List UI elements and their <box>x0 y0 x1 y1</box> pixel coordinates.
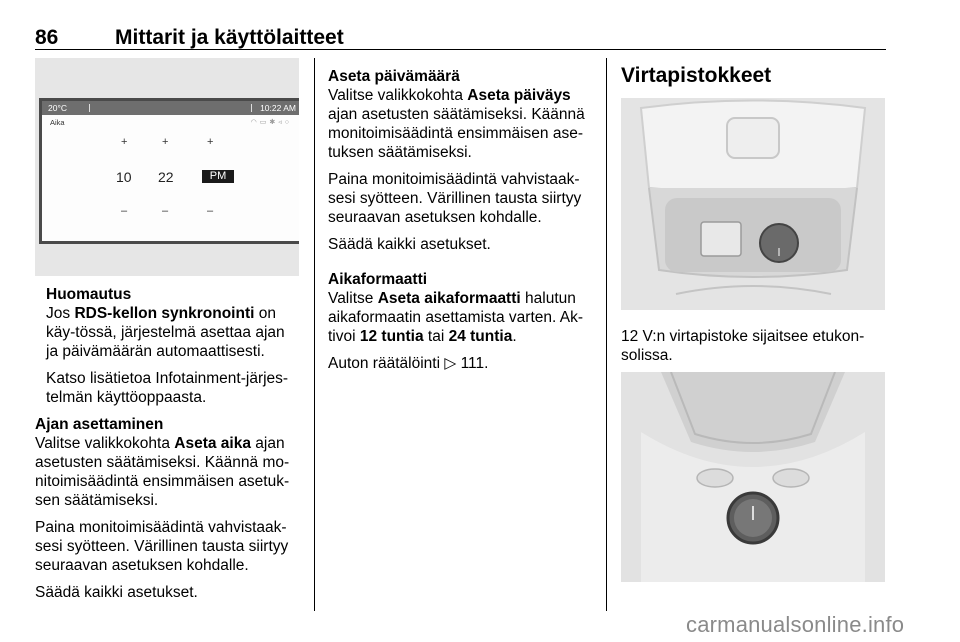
clock-readout: 10:22 AM <box>260 103 296 113</box>
mute-icon: ◃ <box>278 119 285 126</box>
section-title: Aikaformaatti <box>328 271 428 288</box>
text: Auton räätälöinti <box>328 355 445 372</box>
column-divider-2 <box>606 58 607 611</box>
status-separator <box>251 104 252 112</box>
option-term: 12 tuntia <box>359 328 424 345</box>
caption: 12 V:n virtapistoke sijaitsee etukon-solissa. <box>621 328 865 364</box>
minute-decrease-button: – <box>162 205 169 217</box>
text: tai <box>423 328 449 345</box>
left-column <box>35 285 301 610</box>
text: Valitse valikkokohta <box>328 87 468 104</box>
text: . <box>512 328 517 345</box>
status-bar <box>42 101 299 115</box>
hour-increase-button: + <box>121 136 128 148</box>
text: ajan asetusten säätämiseksi. Käännä mo-nitoimisäädintä ensimmäisen asetuk-sen säätämiseksi. <box>35 435 290 509</box>
status-icons <box>251 118 292 126</box>
text: Jos <box>46 305 75 322</box>
watermark: carmanualsonline.info <box>686 612 905 637</box>
ampm-decrease-button: – <box>207 205 214 217</box>
note-paragraph: Katso lisätietoa Infotainment-järjes-telmän käyttöoppaasta. <box>46 370 289 406</box>
paragraph <box>35 434 301 510</box>
console-drawing <box>621 98 885 310</box>
ampm-value: PM <box>202 170 234 183</box>
section-title: Aseta päivämäärä <box>328 68 460 85</box>
menu-term: Aseta aikaformaatti <box>377 290 521 307</box>
hour-decrease-button: – <box>121 205 128 217</box>
power-socket-icon <box>760 224 798 262</box>
page-reference[interactable]: 111. <box>460 355 489 372</box>
menu-label: Aika <box>50 118 65 127</box>
settings-icon: ○ <box>284 119 292 126</box>
menu-term: Aseta aika <box>174 435 251 452</box>
text: halutun aikaformaatin asettamista varten. Ak-tivoi <box>328 290 584 345</box>
closeup-drawing <box>621 372 885 582</box>
option-term: 24 tuntia <box>448 328 513 345</box>
minute-increase-button: + <box>162 136 169 148</box>
paragraph <box>328 86 592 162</box>
section-heading: Virtapistokkeet <box>621 64 772 87</box>
text: ajan asetusten säätämiseksi. Käännä monitoimisäädintä ensimmäisen ase-tuksen säätämiseksi. <box>328 106 585 161</box>
paragraph: Paina monitoimisäädintä vahvistaak-sesi syötteen. Värillinen tausta siirtyy seuraavan asetuksen kohdalle. <box>35 519 289 574</box>
page-number: 86 <box>35 26 59 49</box>
note-title: Huomautus <box>46 286 132 303</box>
aux-port-cover <box>701 222 741 256</box>
hour-value: 10 <box>116 169 132 185</box>
note-box <box>35 285 301 407</box>
temperature-readout: 20°C <box>48 103 67 113</box>
page-reference-icon: ▷ <box>444 355 457 372</box>
status-separator <box>89 104 90 112</box>
ampm-increase-button: + <box>207 136 214 148</box>
paragraph: Säädä kaikki asetukset. <box>328 236 491 253</box>
time-settings-illustration <box>35 58 299 276</box>
infotainment-screen <box>39 98 299 244</box>
paragraph <box>328 354 592 373</box>
minute-value: 22 <box>158 169 174 185</box>
text: on käy-tössä, järjestelmä asettaa ajan ja päivämäärän automaattisesti. <box>46 305 285 360</box>
menu-term: Aseta päiväys <box>467 87 571 104</box>
paragraph: Paina monitoimisäädintä vahvistaak-sesi syötteen. Värillinen tausta siirtyy seuraavan asetuksen kohdalle. <box>328 171 582 226</box>
bluetooth-icon: ✱ <box>269 119 279 126</box>
page-title: Mittarit ja käyttölaitteet <box>115 26 344 49</box>
power-outlet-closeup-illustration <box>621 372 885 582</box>
column-divider-1 <box>314 58 315 611</box>
note-paragraph <box>46 304 301 361</box>
menu-term: RDS-kellon synkronointi <box>74 305 255 322</box>
wifi-icon: ◠ <box>250 119 260 126</box>
text: Valitse <box>328 290 378 307</box>
phone-icon: ▭ <box>259 119 270 126</box>
header-rule <box>35 49 886 50</box>
middle-column <box>328 67 592 381</box>
text: Valitse valikkokohta <box>35 435 175 452</box>
section-title: Ajan asettaminen <box>35 416 164 433</box>
power-outlet-illustration <box>621 98 885 310</box>
paragraph <box>328 289 592 346</box>
paragraph: Säädä kaikki asetukset. <box>35 584 198 601</box>
